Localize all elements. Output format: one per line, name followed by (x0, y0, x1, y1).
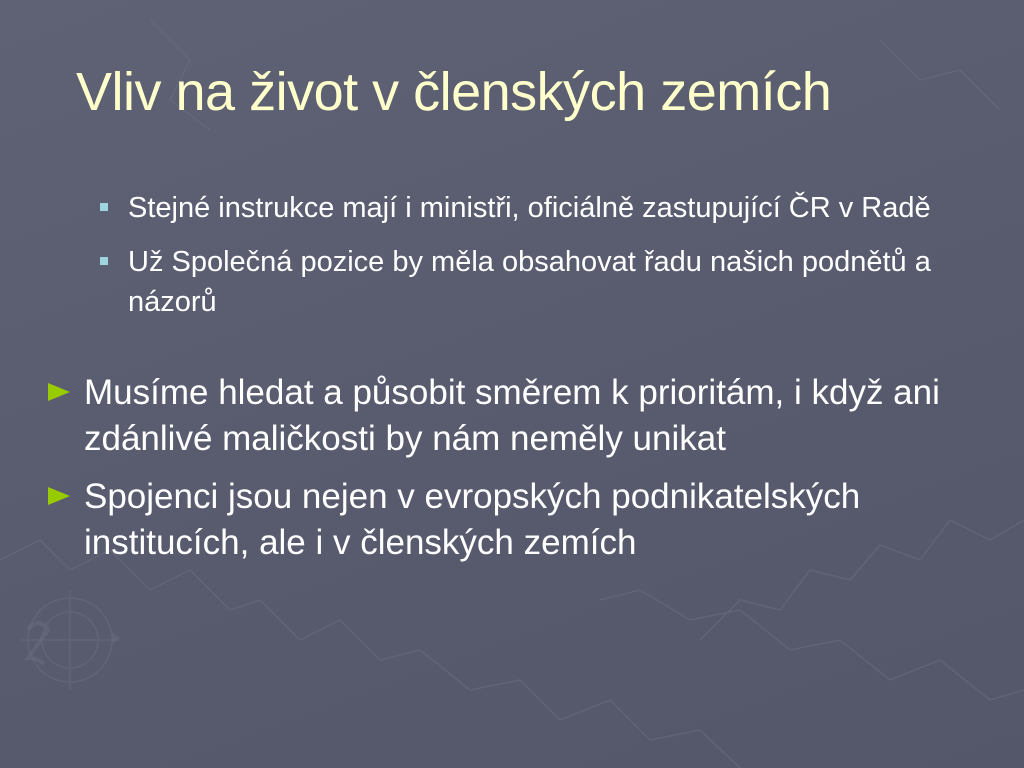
slide-title: Vliv na život v členských zemích (76, 62, 832, 122)
sub-bullet-item (96, 188, 996, 228)
main-bullet-text: Spojenci jsou nejen v evropských podnikatelských institucích, ale i v členských zemích (84, 477, 861, 562)
main-bullet-list (46, 370, 996, 578)
main-bullet-text: Musíme hledat a působit směrem k prioritám, i když ani zdánlivé maličkosti by nám neměly unikat (84, 373, 940, 458)
sub-bullet-text: Už Společná pozice by měla obsahovat řadu našich podnětů a názorů (128, 246, 931, 318)
triangle-bullet-icon (48, 487, 70, 505)
main-bullet-item (46, 474, 996, 566)
sub-bullet-item (96, 242, 996, 322)
triangle-bullet-icon (48, 383, 70, 401)
sub-bullet-text: Stejné instrukce mají i ministři, oficiálně zastupující ČR v Radě (128, 192, 931, 224)
square-bullet-icon (100, 257, 108, 265)
sub-bullet-list (96, 188, 996, 336)
square-bullet-icon (100, 203, 108, 211)
main-bullet-item (46, 370, 996, 462)
